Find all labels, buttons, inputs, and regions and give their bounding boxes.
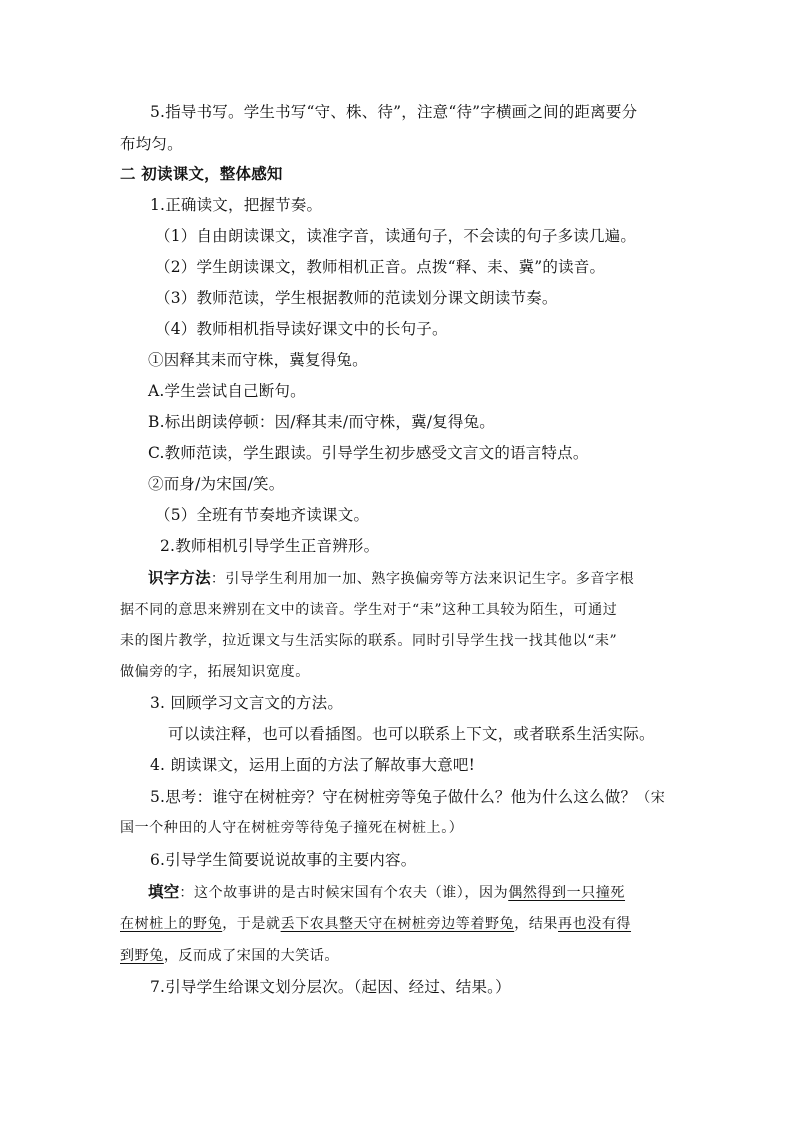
substep-4: （4）教师相机指导读好课文中的长句子。: [155, 320, 448, 338]
method-line4: 做偏旁的字，拓展知识宽度。: [120, 664, 310, 680]
long-sentence-2: ②而身/为宋国/笑。: [148, 475, 285, 493]
method-label: 识字方法: [148, 568, 211, 587]
step-5-writing-line1: 5.指导书写。学生书写“守、株、待”，注意“待”字横画之间的距离要分: [150, 103, 638, 121]
substep-5: （5）全班有节奏地齐读课文。: [155, 506, 370, 524]
step-3-detail: 可以读注释，也可以看插图。也可以联系上下文，或者联系生活实际。: [168, 725, 655, 743]
method-line3: 耒的图片教学，拉近课文与生活实际的联系。同时引导学生找一找其他以“耒”: [120, 633, 618, 649]
step-5-think-line1: 5.思考：谁守在树桩旁？守在树桩旁等兔子做什么？他为什么这么做？（宋: [150, 788, 666, 806]
fill-label: 填空: [148, 882, 180, 901]
substep-3: （3）教师范读，学生根据教师的范读划分课文朗读节奏。: [155, 289, 558, 307]
step-6-summary: 6.引导学生简要说说故事的主要内容。: [150, 851, 417, 869]
item-b: B.标出朗读停顿：因/释其耒/而守株，冀/复得兔。: [148, 413, 495, 431]
fill-answer-3: 再也没有得: [558, 916, 632, 932]
method-line1: 识字方法：引导学生利用加一加、熟字换偏旁等方法来识记生字。多音字根: [148, 568, 635, 587]
item-a: A.学生尝试自己断句。: [148, 382, 306, 400]
section-heading-first-reading: 二 初读课文，整体感知: [120, 164, 283, 183]
method-line2: 据不同的意思来辨别在文中的读音。学生对于“耒”这种工具较为陌生，可通过: [120, 602, 618, 618]
fill-line3: 到野兔，反而成了宋国的大笑话。: [120, 948, 340, 964]
step-4-read: 4. 朗读课文，运用上面的方法了解故事大意吧!: [150, 756, 476, 774]
step-2-pronunciation: 2.教师相机引导学生正音辨形。: [160, 537, 380, 555]
fill-answer-1-cont: 在树桩上的野兔: [120, 916, 223, 932]
fill-line1: 填空：这个故事讲的是古时候宋国有个农夫（谁），因为偶然得到一只撞死: [148, 882, 626, 901]
fill-line2: 在树桩上的野兔，于是就丢下农具整天守在树桩旁边等着野兔，结果再也没有得: [120, 916, 632, 932]
step-3-review: 3. 回顾学习文言文的方法。: [150, 694, 344, 712]
substep-2: （2）学生朗读课文，教师相机正音。点拨“释、耒、冀”的读音。: [155, 258, 606, 276]
step-5-think-line2: 国一个种田的人守在树桩旁等待兔子撞死在树桩上。）: [120, 820, 464, 836]
fill-answer-1: 偶然得到一只撞死: [508, 885, 626, 901]
step-1-read-correctly: 1.正确读文，把握节奏。: [150, 196, 323, 214]
fill-answer-3-cont: 到野兔: [120, 948, 164, 964]
item-c: C.教师范读，学生跟读。引导学生初步感受文言文的语言特点。: [148, 444, 589, 462]
fill-answer-2: 丢下农具整天守在树桩旁边等着野兔: [280, 916, 515, 932]
long-sentence-1: ①因释其耒而守株，冀复得兔。: [148, 351, 368, 369]
substep-1: （1）自由朗读课文，读准字音，读通句子，不会读的句子多读几遍。: [155, 227, 637, 245]
step-5-writing-line2: 布均匀。: [120, 135, 183, 153]
step-7-structure: 7.引导学生给课文划分层次。（起因、经过、结果。）: [150, 978, 511, 996]
